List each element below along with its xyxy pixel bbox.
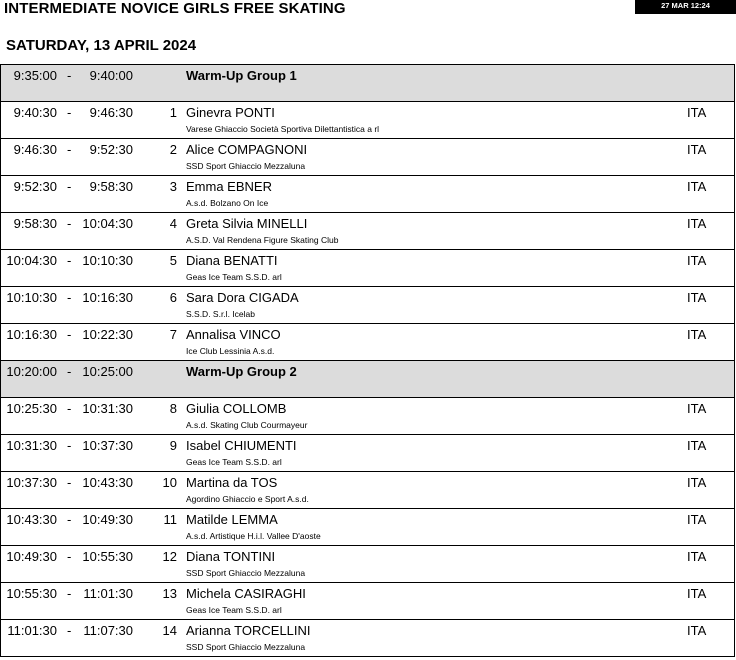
start-time: 10:43:30 (6, 512, 57, 527)
club-name: A.s.d. Artistique H.i.l. Vallee D'aoste (186, 531, 321, 541)
time-separator: - (67, 142, 72, 157)
skater-row (0, 546, 735, 583)
start-time: 10:16:30 (6, 327, 57, 342)
start-number: 14 (162, 623, 177, 638)
nation-code: ITA (687, 142, 707, 157)
skater-name: Diana TONTINI (186, 549, 276, 564)
time-separator: - (67, 401, 72, 416)
time-separator: - (67, 623, 72, 638)
page-title: INTERMEDIATE NOVICE GIRLS FREE SKATING (4, 0, 346, 17)
nation-code: ITA (687, 438, 707, 453)
warmup-label: Warm-Up Group 2 (186, 364, 297, 379)
skater-row (0, 213, 735, 250)
start-time: 10:04:30 (6, 253, 57, 268)
end-time: 9:40:00 (89, 68, 133, 83)
end-time: 9:46:30 (89, 105, 133, 120)
skater-name: Michela CASIRAGHI (186, 586, 306, 601)
club-name: A.s.d. Skating Club Courmayeur (186, 420, 308, 430)
print-timestamp: 27 MAR 12:24 (635, 0, 736, 14)
skater-name: Greta Silvia MINELLI (186, 216, 308, 231)
end-time: 10:55:30 (82, 549, 133, 564)
club-name: SSD Sport Ghiaccio Mezzaluna (186, 642, 306, 652)
club-name: Varese Ghiaccio Società Sportiva Dilettantistica a rl (186, 124, 380, 134)
time-separator: - (67, 68, 72, 83)
time-separator: - (67, 475, 72, 490)
nation-code: ITA (687, 475, 707, 490)
skater-row (0, 102, 735, 139)
club-name: SSD Sport Ghiaccio Mezzaluna (186, 161, 306, 171)
start-number: 9 (169, 438, 177, 453)
skater-name: Giulia COLLOMB (186, 401, 287, 416)
skater-name: Matilde LEMMA (186, 512, 278, 527)
start-number: 4 (169, 216, 177, 231)
end-time: 10:31:30 (82, 401, 133, 416)
end-time: 9:58:30 (89, 179, 133, 194)
nation-code: ITA (687, 105, 707, 120)
skater-name: Ginevra PONTI (186, 105, 275, 120)
time-separator: - (67, 290, 72, 305)
club-name: Ice Club Lessinia A.s.d. (186, 346, 275, 356)
nation-code: ITA (687, 512, 707, 527)
skater-row (0, 324, 735, 361)
start-number: 13 (162, 586, 177, 601)
time-separator: - (67, 216, 72, 231)
event-date: SATURDAY, 13 APRIL 2024 (6, 37, 197, 54)
nation-code: ITA (687, 586, 707, 601)
end-time: 10:04:30 (82, 216, 133, 231)
start-number: 10 (162, 475, 177, 490)
end-time: 10:16:30 (82, 290, 133, 305)
start-number: 2 (169, 142, 177, 157)
club-name: Geas Ice Team S.S.D. arl (186, 272, 282, 282)
start-time: 9:46:30 (13, 142, 57, 157)
skater-row (0, 509, 735, 546)
skater-name: Alice COMPAGNONI (186, 142, 308, 157)
nation-code: ITA (687, 179, 707, 194)
skater-row (0, 435, 735, 472)
time-separator: - (67, 327, 72, 342)
end-time: 10:43:30 (82, 475, 133, 490)
nation-code: ITA (687, 623, 707, 638)
skater-row (0, 620, 735, 657)
time-separator: - (67, 364, 72, 379)
end-time: 10:49:30 (82, 512, 133, 527)
skater-row (0, 398, 735, 435)
nation-code: ITA (687, 253, 707, 268)
warmup-label: Warm-Up Group 1 (186, 68, 297, 83)
end-time: 10:10:30 (82, 253, 133, 268)
nation-code: ITA (687, 401, 707, 416)
end-time: 10:22:30 (82, 327, 133, 342)
time-separator: - (67, 512, 72, 527)
club-name: S.S.D. S.r.l. Icelab (186, 309, 255, 319)
skater-row (0, 176, 735, 213)
warmup-row (0, 65, 735, 102)
club-name: Geas Ice Team S.S.D. arl (186, 605, 282, 615)
end-time: 10:37:30 (82, 438, 133, 453)
end-time: 11:01:30 (83, 586, 133, 601)
start-time: 9:40:30 (13, 105, 57, 120)
nation-code: ITA (687, 216, 707, 231)
end-time: 10:25:00 (82, 364, 133, 379)
warmup-row (0, 361, 735, 398)
end-time: 9:52:30 (89, 142, 133, 157)
start-number: 12 (162, 549, 177, 564)
time-separator: - (67, 549, 72, 564)
start-time: 10:37:30 (6, 475, 57, 490)
skater-row (0, 472, 735, 509)
club-name: A.s.d. Bolzano On Ice (186, 198, 269, 208)
start-time: 9:52:30 (13, 179, 57, 194)
skater-name: Martina da TOS (186, 475, 278, 490)
start-number: 7 (169, 327, 177, 342)
skater-name: Emma EBNER (186, 179, 272, 194)
skater-name: Isabel CHIUMENTI (186, 438, 297, 453)
time-separator: - (67, 105, 72, 120)
time-separator: - (67, 438, 72, 453)
start-number: 3 (169, 179, 177, 194)
start-time: 10:55:30 (6, 586, 57, 601)
start-time: 10:10:30 (6, 290, 57, 305)
start-time: 11:01:30 (7, 623, 57, 638)
club-name: Geas Ice Team S.S.D. arl (186, 457, 282, 467)
skater-row (0, 287, 735, 324)
time-separator: - (67, 586, 72, 601)
start-number: 6 (169, 290, 177, 305)
skater-name: Annalisa VINCO (186, 327, 281, 342)
nation-code: ITA (687, 327, 707, 342)
skater-row (0, 583, 735, 620)
club-name: SSD Sport Ghiaccio Mezzaluna (186, 568, 306, 578)
start-time: 10:20:00 (6, 364, 57, 379)
skater-name: Arianna TORCELLINI (186, 623, 311, 638)
end-time: 11:07:30 (83, 623, 133, 638)
nation-code: ITA (687, 549, 707, 564)
start-number: 11 (163, 512, 177, 527)
start-number: 5 (169, 253, 177, 268)
start-time: 10:25:30 (6, 401, 57, 416)
skater-row (0, 139, 735, 176)
start-number: 1 (169, 105, 177, 120)
skater-row (0, 250, 735, 287)
time-separator: - (67, 253, 72, 268)
start-number: 8 (169, 401, 177, 416)
start-time: 10:49:30 (6, 549, 57, 564)
time-separator: - (67, 179, 72, 194)
nation-code: ITA (687, 290, 707, 305)
start-time: 9:35:00 (13, 68, 57, 83)
schedule-table (0, 64, 735, 657)
skater-name: Sara Dora CIGADA (186, 290, 299, 305)
skater-name: Diana BENATTI (186, 253, 278, 268)
start-time: 9:58:30 (13, 216, 57, 231)
start-time: 10:31:30 (6, 438, 57, 453)
club-name: Agordino Ghiaccio e Sport A.s.d. (186, 494, 309, 504)
club-name: A.S.D. Val Rendena Figure Skating Club (186, 235, 339, 245)
